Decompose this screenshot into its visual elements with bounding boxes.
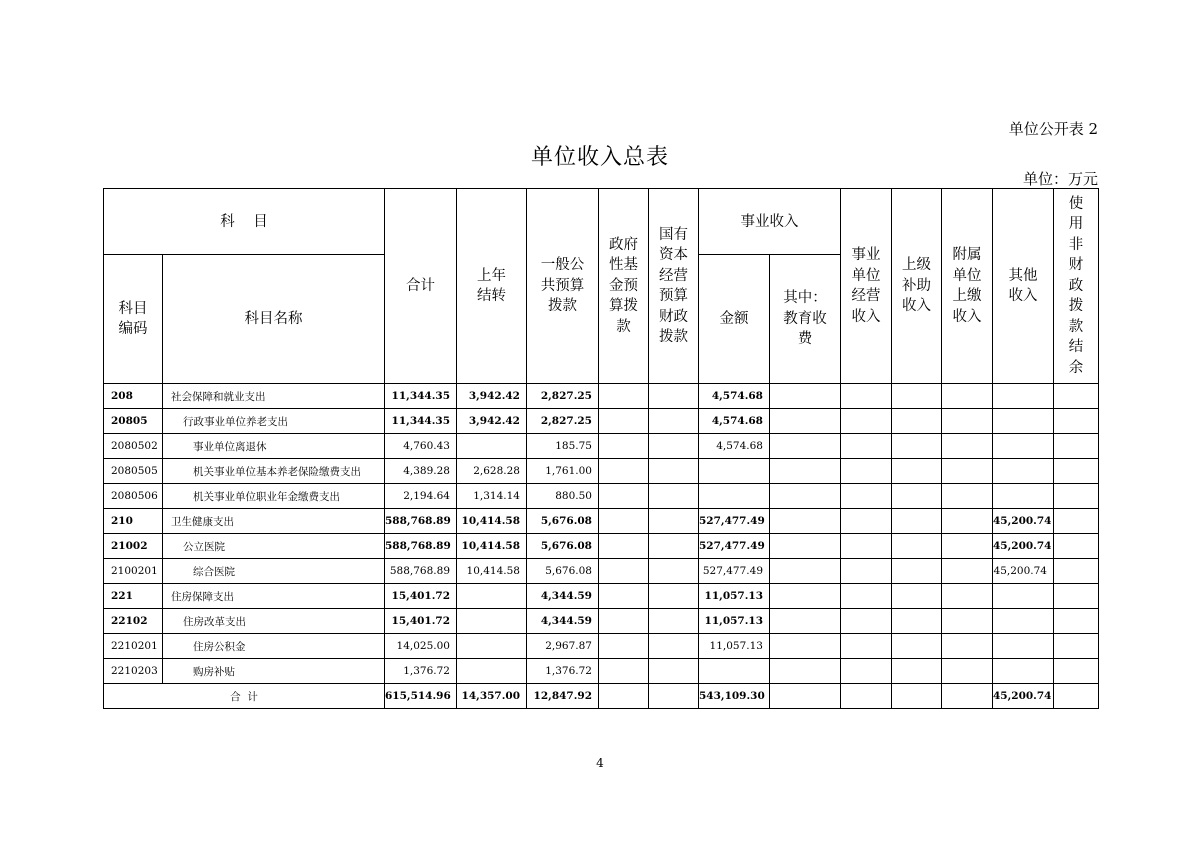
table-row: [104, 584, 1099, 609]
row-name: 卫生健康支出: [163, 509, 385, 534]
cell-nonfiscal: [1054, 484, 1099, 509]
cell-superior: [892, 434, 942, 459]
table-row: [104, 384, 1099, 409]
header-state-capital: [649, 189, 699, 384]
cell-education: [770, 609, 841, 634]
cell-affiliated: [942, 659, 993, 684]
cell-state-capital: [649, 609, 699, 634]
table-row: [104, 409, 1099, 434]
cell-education: [770, 434, 841, 459]
cell-amount: 527,477.49: [699, 509, 770, 534]
header-line: 其中：: [783, 290, 827, 307]
cell-carryover: 10,414.58: [457, 509, 527, 534]
cell-nonfiscal: [1054, 584, 1099, 609]
header-line: 政: [1068, 277, 1084, 294]
cell-total: 11,344.35: [385, 384, 457, 409]
header-line: 余: [1068, 359, 1084, 376]
header-line: 收入: [851, 308, 881, 325]
total-cell-carryover: 14,357.00: [457, 684, 527, 709]
header-superior-subsidy: [892, 189, 942, 384]
cell-operating: [841, 634, 892, 659]
cell-education: [770, 459, 841, 484]
cell-state-capital: [649, 509, 699, 534]
cell-affiliated: [942, 634, 993, 659]
header-gov-fund: [599, 189, 649, 384]
cell-general: 1,761.00: [527, 459, 599, 484]
cell-general: 5,676.08: [527, 509, 599, 534]
cell-gov-fund: [599, 384, 649, 409]
header-line: 收入: [902, 298, 931, 315]
cell-operating: [841, 659, 892, 684]
row-name: 行政事业单位养老支出: [163, 409, 385, 434]
row-name: 社会保障和就业支出: [163, 384, 385, 409]
cell-carryover: [457, 634, 527, 659]
cell-carryover: 3,942.42: [457, 409, 527, 434]
cell-general: 185.75: [527, 434, 599, 459]
header-line: 财政: [659, 308, 688, 325]
cell-nonfiscal: [1054, 434, 1099, 459]
cell-total: 588,768.89: [385, 509, 457, 534]
unit-label: 单位：万元: [1022, 170, 1098, 188]
cell-amount: 4,574.68: [699, 384, 770, 409]
header-line: 经营: [659, 267, 688, 284]
cell-state-capital: [649, 584, 699, 609]
header-line: 拨: [1068, 298, 1084, 315]
total-row: [104, 684, 1099, 709]
cell-operating: [841, 434, 892, 459]
cell-amount: 11,057.13: [699, 609, 770, 634]
cell-nonfiscal: [1054, 634, 1099, 659]
header-carryover: [457, 189, 527, 384]
cell-nonfiscal: [1054, 534, 1099, 559]
cell-general: 1,376.72: [527, 659, 599, 684]
cell-operating: [841, 459, 892, 484]
cell-education: [770, 409, 841, 434]
cell-operating: [841, 584, 892, 609]
row-code: 20805: [104, 409, 163, 434]
header-line: 款: [616, 318, 631, 335]
page-number: 4: [596, 756, 604, 770]
cell-gov-fund: [599, 409, 649, 434]
cell-affiliated: [942, 384, 993, 409]
cell-general: 4,344.59: [527, 584, 599, 609]
cell-general: 4,344.59: [527, 609, 599, 634]
cell-carryover: 2,628.28: [457, 459, 527, 484]
header-education-fee: [770, 255, 841, 384]
header-line: 附属: [952, 247, 982, 263]
header-code: [104, 255, 163, 384]
header-line: 事业: [851, 247, 881, 263]
cell-education: [770, 484, 841, 509]
total-label: 合 计: [104, 684, 385, 709]
cell-amount: 11,057.13: [699, 584, 770, 609]
cell-nonfiscal: [1054, 409, 1099, 434]
cell-amount: 11,057.13: [699, 634, 770, 659]
cell-carryover: [457, 609, 527, 634]
header-line: 一般公: [540, 257, 585, 274]
cell-total: 14,025.00: [385, 634, 457, 659]
total-cell-amount: 543,109.30: [699, 684, 770, 709]
cell-education: [770, 584, 841, 609]
row-name: 机关事业单位职业年金缴费支出: [163, 484, 385, 509]
cell-gov-fund: [599, 484, 649, 509]
total-cell-operating: [841, 684, 892, 709]
cell-amount: [699, 459, 770, 484]
cell-carryover: 1,314.14: [457, 484, 527, 509]
header-line: 资本: [659, 247, 688, 263]
cell-gov-fund: [599, 584, 649, 609]
page-title: 单位收入总表: [530, 145, 669, 170]
table-row: [104, 484, 1099, 509]
cell-amount: 527,477.49: [699, 534, 770, 559]
cell-total: 4,389.28: [385, 459, 457, 484]
row-name: 公立医院: [163, 534, 385, 559]
cell-gov-fund: [599, 509, 649, 534]
header-line: 预算: [659, 288, 688, 304]
cell-affiliated: [942, 584, 993, 609]
cell-other: [993, 384, 1054, 409]
cell-amount: [699, 484, 770, 509]
cell-carryover: [457, 584, 527, 609]
header-other-income: [993, 189, 1054, 384]
cell-total: 11,344.35: [385, 409, 457, 434]
header-line: 收入: [1008, 288, 1038, 304]
total-cell-other: 45,200.74: [993, 684, 1054, 709]
row-code: 2100201: [104, 559, 163, 584]
cell-superior: [892, 609, 942, 634]
header-business-income: 事业收入: [699, 189, 841, 255]
cell-education: [770, 384, 841, 409]
cell-amount: 527,477.49: [699, 559, 770, 584]
row-code: 2210201: [104, 634, 163, 659]
total-cell-superior: [892, 684, 942, 709]
row-code: 2210203: [104, 659, 163, 684]
header-line: 财: [1068, 257, 1084, 274]
header-line: 金预: [609, 277, 638, 294]
cell-superior: [892, 659, 942, 684]
row-name: 机关事业单位基本养老保险缴费支出: [163, 459, 385, 484]
header-line: 上级: [902, 257, 931, 274]
cell-amount: [699, 659, 770, 684]
cell-gov-fund: [599, 434, 649, 459]
cell-gov-fund: [599, 609, 649, 634]
cell-amount: 4,574.68: [699, 409, 770, 434]
cell-superior: [892, 559, 942, 584]
cell-affiliated: [942, 509, 993, 534]
header-line: 费: [797, 331, 813, 348]
cell-state-capital: [649, 434, 699, 459]
cell-operating: [841, 384, 892, 409]
cell-state-capital: [649, 634, 699, 659]
cell-operating: [841, 559, 892, 584]
cell-general: 880.50: [527, 484, 599, 509]
table-row: [104, 459, 1099, 484]
table-body: [104, 384, 1099, 709]
row-name: 事业单位离退休: [163, 434, 385, 459]
cell-other: [993, 409, 1054, 434]
cell-general: 2,967.87: [527, 634, 599, 659]
header-line: 使: [1068, 195, 1084, 212]
table-row: [104, 534, 1099, 559]
total-cell-nonfiscal: [1054, 684, 1099, 709]
table-row: [104, 609, 1099, 634]
header-line: 其他: [1008, 267, 1038, 284]
cell-other: [993, 484, 1054, 509]
header-line: 拨款: [659, 329, 688, 345]
header-name: 科目名称: [163, 255, 385, 384]
header-line: 编码: [118, 321, 148, 337]
row-code: 2080506: [104, 484, 163, 509]
header-line: 共预算: [540, 277, 585, 294]
cell-operating: [841, 484, 892, 509]
cell-other: [993, 609, 1054, 634]
table-row: [104, 509, 1099, 534]
row-name: 住房保障支出: [163, 584, 385, 609]
total-cell-total: 615,514.96: [385, 684, 457, 709]
total-cell-state-capital: [649, 684, 699, 709]
header-line: 款: [1068, 318, 1084, 335]
cell-state-capital: [649, 459, 699, 484]
cell-gov-fund: [599, 659, 649, 684]
total-cell-education: [770, 684, 841, 709]
cell-carryover: 10,414.58: [457, 534, 527, 559]
cell-operating: [841, 409, 892, 434]
cell-general: 5,676.08: [527, 534, 599, 559]
cell-general: 5,676.08: [527, 559, 599, 584]
cell-carryover: 10,414.58: [457, 559, 527, 584]
cell-other: [993, 634, 1054, 659]
cell-total: 588,768.89: [385, 559, 457, 584]
header-line: 科目: [118, 300, 148, 317]
cell-affiliated: [942, 609, 993, 634]
cell-total: 2,194.64: [385, 484, 457, 509]
cell-superior: [892, 634, 942, 659]
header-line: 补助: [902, 277, 931, 294]
cell-education: [770, 534, 841, 559]
header-line: 单位: [952, 267, 982, 284]
table-row: [104, 659, 1099, 684]
row-code: 221: [104, 584, 163, 609]
cell-carryover: [457, 434, 527, 459]
cell-other: [993, 434, 1054, 459]
cell-total: 15,401.72: [385, 584, 457, 609]
cell-general: 2,827.25: [527, 384, 599, 409]
table-row: [104, 434, 1099, 459]
header-line: 非: [1068, 236, 1084, 253]
header-line: 结转: [477, 288, 506, 304]
cell-operating: [841, 609, 892, 634]
cell-superior: [892, 484, 942, 509]
cell-affiliated: [942, 559, 993, 584]
header-line: 拨款: [548, 298, 577, 315]
header-line: 单位: [851, 267, 881, 284]
cell-state-capital: [649, 484, 699, 509]
cell-superior: [892, 409, 942, 434]
header-line: 教育收: [783, 310, 827, 327]
header-general-budget: [527, 189, 599, 384]
cell-state-capital: [649, 659, 699, 684]
header-line: 性基: [609, 257, 638, 274]
cell-education: [770, 509, 841, 534]
cell-nonfiscal: [1054, 559, 1099, 584]
header-amount: 金额: [699, 255, 770, 384]
cell-nonfiscal: [1054, 659, 1099, 684]
cell-education: [770, 559, 841, 584]
cell-nonfiscal: [1054, 459, 1099, 484]
header-line: 结: [1068, 339, 1084, 356]
cell-affiliated: [942, 459, 993, 484]
cell-superior: [892, 384, 942, 409]
row-name: 住房公积金: [163, 634, 385, 659]
header-line: 上缴: [952, 288, 982, 304]
table-row: [104, 559, 1099, 584]
cell-gov-fund: [599, 559, 649, 584]
total-cell-affiliated: [942, 684, 993, 709]
header-line: 上年: [477, 267, 506, 284]
row-code: 210: [104, 509, 163, 534]
cell-education: [770, 634, 841, 659]
cell-operating: [841, 534, 892, 559]
header-line: 收入: [952, 308, 982, 325]
header-non-fiscal-balance: [1054, 189, 1099, 384]
cell-nonfiscal: [1054, 609, 1099, 634]
cell-state-capital: [649, 559, 699, 584]
cell-other: 45,200.74: [993, 509, 1054, 534]
row-code: 2080502: [104, 434, 163, 459]
cell-education: [770, 659, 841, 684]
cell-superior: [892, 584, 942, 609]
cell-other: 45,200.74: [993, 559, 1054, 584]
cell-carryover: 3,942.42: [457, 384, 527, 409]
cell-gov-fund: [599, 459, 649, 484]
header-line: 经营: [851, 288, 881, 304]
cell-nonfiscal: [1054, 509, 1099, 534]
header-subject: 科 目: [104, 189, 385, 255]
cell-other: [993, 584, 1054, 609]
cell-total: 1,376.72: [385, 659, 457, 684]
cell-affiliated: [942, 434, 993, 459]
cell-other: [993, 659, 1054, 684]
income-summary-table: [103, 188, 1099, 709]
row-name: 综合医院: [163, 559, 385, 584]
cell-general: 2,827.25: [527, 409, 599, 434]
cell-affiliated: [942, 484, 993, 509]
cell-affiliated: [942, 409, 993, 434]
cell-total: 588,768.89: [385, 534, 457, 559]
cell-superior: [892, 459, 942, 484]
cell-superior: [892, 534, 942, 559]
cell-state-capital: [649, 534, 699, 559]
cell-superior: [892, 509, 942, 534]
cell-amount: 4,574.68: [699, 434, 770, 459]
cell-total: 15,401.72: [385, 609, 457, 634]
total-cell-gov-fund: [599, 684, 649, 709]
cell-operating: [841, 509, 892, 534]
cell-total: 4,760.43: [385, 434, 457, 459]
cell-gov-fund: [599, 534, 649, 559]
header-line: 算拨: [609, 298, 638, 315]
row-name: 住房改革支出: [163, 609, 385, 634]
row-code: 21002: [104, 534, 163, 559]
cell-other: 45,200.74: [993, 534, 1054, 559]
cell-state-capital: [649, 409, 699, 434]
cell-carryover: [457, 659, 527, 684]
row-code: 2080505: [104, 459, 163, 484]
header-line: 用: [1068, 216, 1084, 233]
header-total: 合计: [385, 189, 457, 384]
cell-other: [993, 459, 1054, 484]
cell-nonfiscal: [1054, 384, 1099, 409]
header-line: 政府: [609, 236, 638, 253]
form-number: 单位公开表 2: [1008, 120, 1098, 138]
cell-affiliated: [942, 534, 993, 559]
cell-gov-fund: [599, 634, 649, 659]
header-affiliated-income: [942, 189, 993, 384]
header-line: 国有: [659, 226, 688, 243]
header-operating-income: [841, 189, 892, 384]
table-row: [104, 634, 1099, 659]
row-code: 208: [104, 384, 163, 409]
cell-state-capital: [649, 384, 699, 409]
row-code: 22102: [104, 609, 163, 634]
row-name: 购房补贴: [163, 659, 385, 684]
total-cell-general: 12,847.92: [527, 684, 599, 709]
